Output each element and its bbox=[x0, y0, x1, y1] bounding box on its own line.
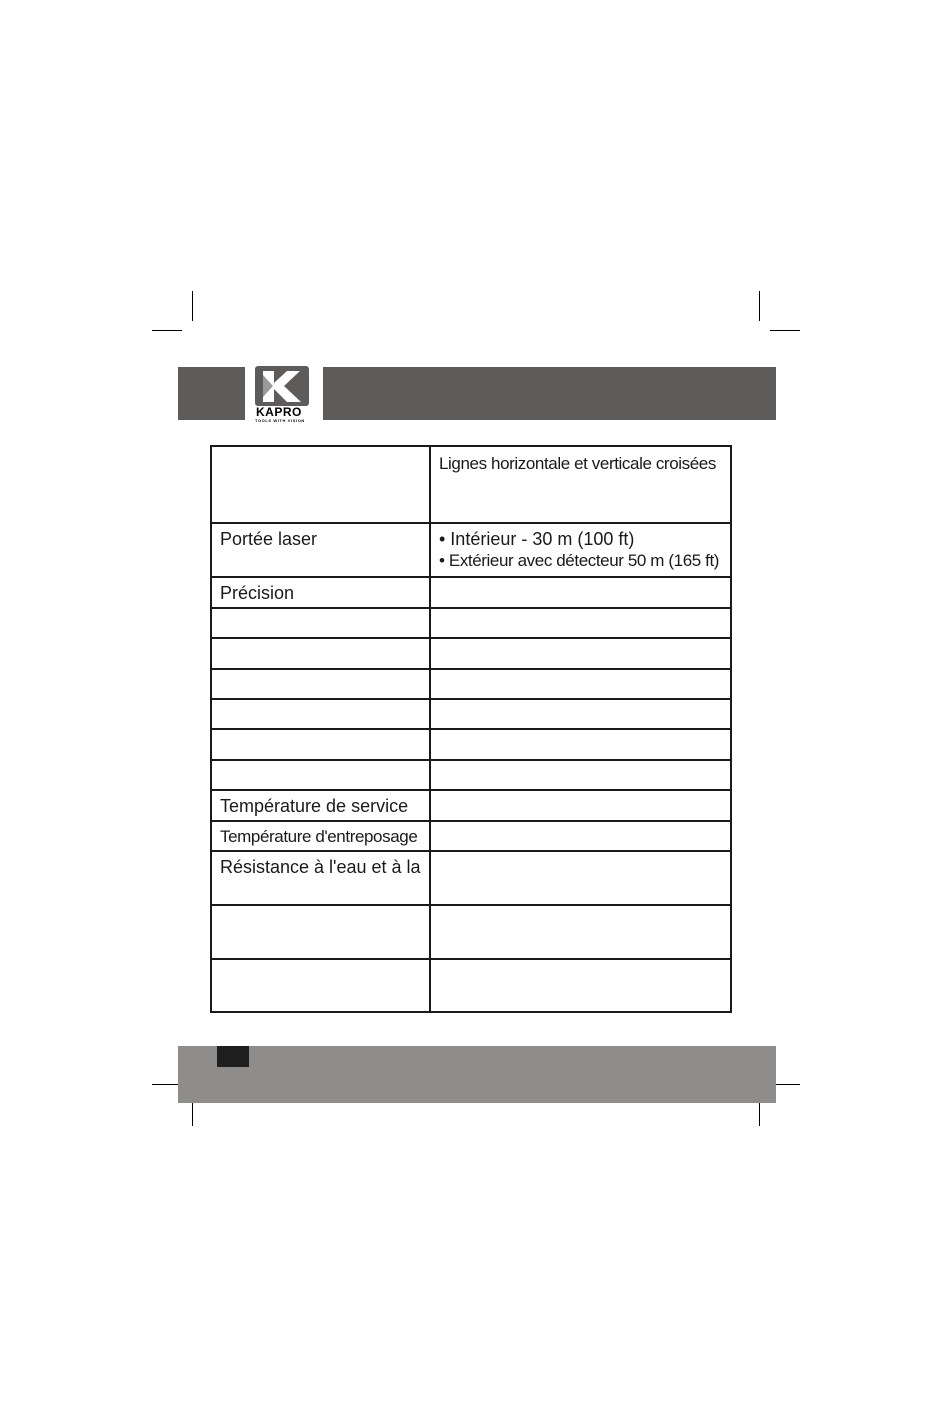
spec-value bbox=[430, 669, 731, 699]
spec-label bbox=[211, 669, 430, 699]
table-row bbox=[211, 905, 731, 959]
logo-wordmark: KAPRO bbox=[256, 405, 302, 419]
spec-label bbox=[211, 699, 430, 729]
spec-label: Précision bbox=[211, 577, 430, 608]
spec-value bbox=[430, 790, 731, 821]
spec-label: Température de service bbox=[211, 790, 430, 821]
spec-label bbox=[211, 638, 430, 669]
spec-label bbox=[211, 959, 430, 1012]
spec-value bbox=[430, 638, 731, 669]
spec-value bbox=[430, 959, 731, 1012]
table-row bbox=[211, 821, 731, 851]
k-logo-icon bbox=[254, 366, 310, 406]
logo-tagline: TOOLS WITH VISION bbox=[255, 418, 305, 423]
spec-value bbox=[430, 608, 731, 638]
table-row bbox=[211, 577, 731, 608]
table-row bbox=[211, 446, 731, 523]
crop-mark bbox=[770, 330, 800, 331]
spec-label: Résistance à l'eau et à la bbox=[211, 851, 430, 905]
table-row bbox=[211, 959, 731, 1012]
kapro-logo bbox=[254, 366, 316, 424]
spec-label bbox=[211, 905, 430, 959]
spec-value bbox=[430, 905, 731, 959]
crop-mark bbox=[192, 291, 193, 321]
table-row bbox=[211, 638, 731, 669]
table-row bbox=[211, 790, 731, 821]
spec-value bbox=[430, 821, 731, 851]
spec-label bbox=[211, 446, 430, 523]
spec-label: Portée laser bbox=[211, 523, 430, 577]
footer-bar bbox=[178, 1046, 776, 1103]
spec-value bbox=[430, 699, 731, 729]
table-row bbox=[211, 699, 731, 729]
spec-label bbox=[211, 608, 430, 638]
spec-value bbox=[430, 577, 731, 608]
table-row bbox=[211, 729, 731, 760]
header-tab bbox=[178, 367, 245, 420]
table-row bbox=[211, 523, 731, 577]
spec-value: • Intérieur - 30 m (100 ft) • Extérieur avec détecteur 50 m (165 ft) bbox=[430, 523, 731, 577]
crop-mark bbox=[759, 291, 760, 321]
table-row bbox=[211, 669, 731, 699]
crop-mark bbox=[152, 330, 182, 331]
table-row bbox=[211, 760, 731, 790]
table-row bbox=[211, 608, 731, 638]
page-number-box bbox=[217, 1046, 249, 1067]
spec-label bbox=[211, 760, 430, 790]
spec-value: Lignes horizontale et verticale croisées bbox=[430, 446, 731, 523]
spec-label: Température d'entreposage bbox=[211, 821, 430, 851]
header-bar bbox=[323, 367, 776, 420]
spec-value bbox=[430, 729, 731, 760]
spec-label bbox=[211, 729, 430, 760]
spec-value bbox=[430, 760, 731, 790]
spec-value bbox=[430, 851, 731, 905]
specifications-table bbox=[210, 445, 732, 1013]
table-row bbox=[211, 851, 731, 905]
